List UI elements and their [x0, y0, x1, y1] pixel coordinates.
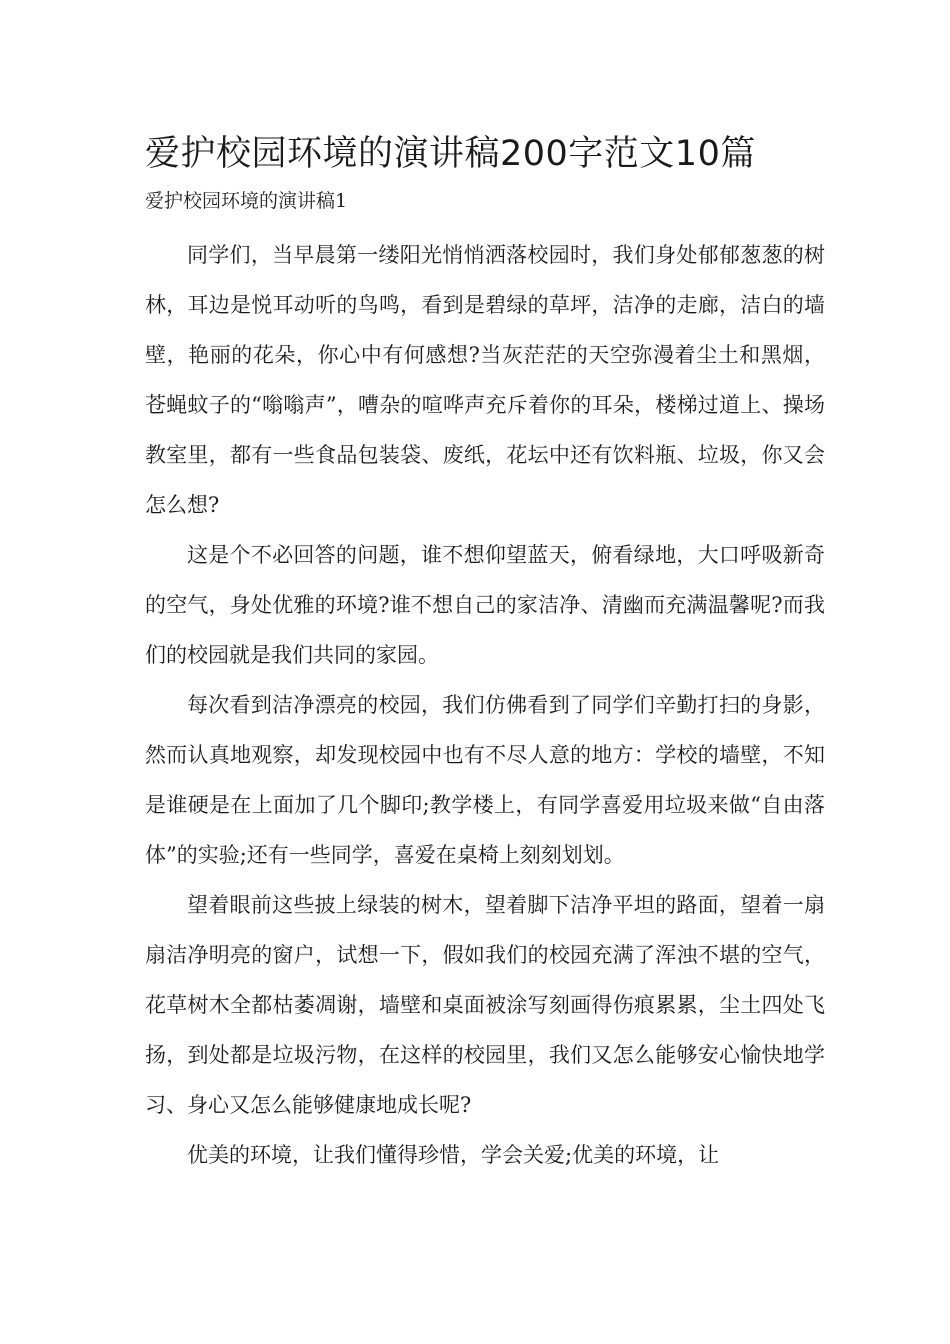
paragraph-5: 优美的环境，让我们懂得珍惜，学会关爱;优美的环境，让	[187, 1143, 720, 1167]
document-title: 爱护校园环境的演讲稿200字范文10篇	[145, 134, 756, 174]
paragraph-4: 望着眼前这些披上绿装的树木，望着脚下洁净平坦的路面，望着一扇扇洁净明亮的窗户，试想一下，假如我们的校园充满了浑浊不堪的空气，花草树木全都枯萎凋谢，墙壁和桌面被涂写刻画得伤痕累累，尘土四处飞扬，到处都是垃圾污物，在这样的校园里，我们又怎么能够安心愉快地学习、身心又怎么能够健康地成长呢?	[145, 893, 825, 1117]
document-body	[145, 230, 825, 1180]
paragraph-3: 每次看到洁净漂亮的校园，我们仿佛看到了同学们辛勤打扫的身影，然而认真地观察，却发现校园中也有不尽人意的地方：学校的墙壁，不知是谁硬是在上面加了几个脚印;教学楼上，有同学喜爱用垃圾来做“自由落体”的实验;还有一些同学，喜爱在桌椅上刻刻划划。	[145, 693, 825, 867]
paragraph-1: 同学们，当早晨第一缕阳光悄悄洒落校园时，我们身处郁郁葱葱的树林，耳边是悦耳动听的鸟鸣，看到是碧绿的草坪，洁净的走廊，洁白的墙壁，艳丽的花朵，你心中有何感想?当灰茫茫的天空弥漫着尘土和黑烟，苍蝇蚊子的“嗡嗡声”，嘈杂的喧哗声充斥着你的耳朵，楼梯过道上、操场教室里，都有一些食品包装袋、废纸，花坛中还有饮料瓶、垃圾，你又会怎么想?	[145, 243, 825, 517]
document-subtitle: 爱护校园环境的演讲稿1	[145, 190, 348, 212]
paragraph-2: 这是个不必回答的问题，谁不想仰望蓝天，俯看绿地，大口呼吸新奇的空气，身处优雅的环境?谁不想自己的家洁净、清幽而充满温馨呢?而我们的校园就是我们共同的家园。	[145, 543, 825, 667]
